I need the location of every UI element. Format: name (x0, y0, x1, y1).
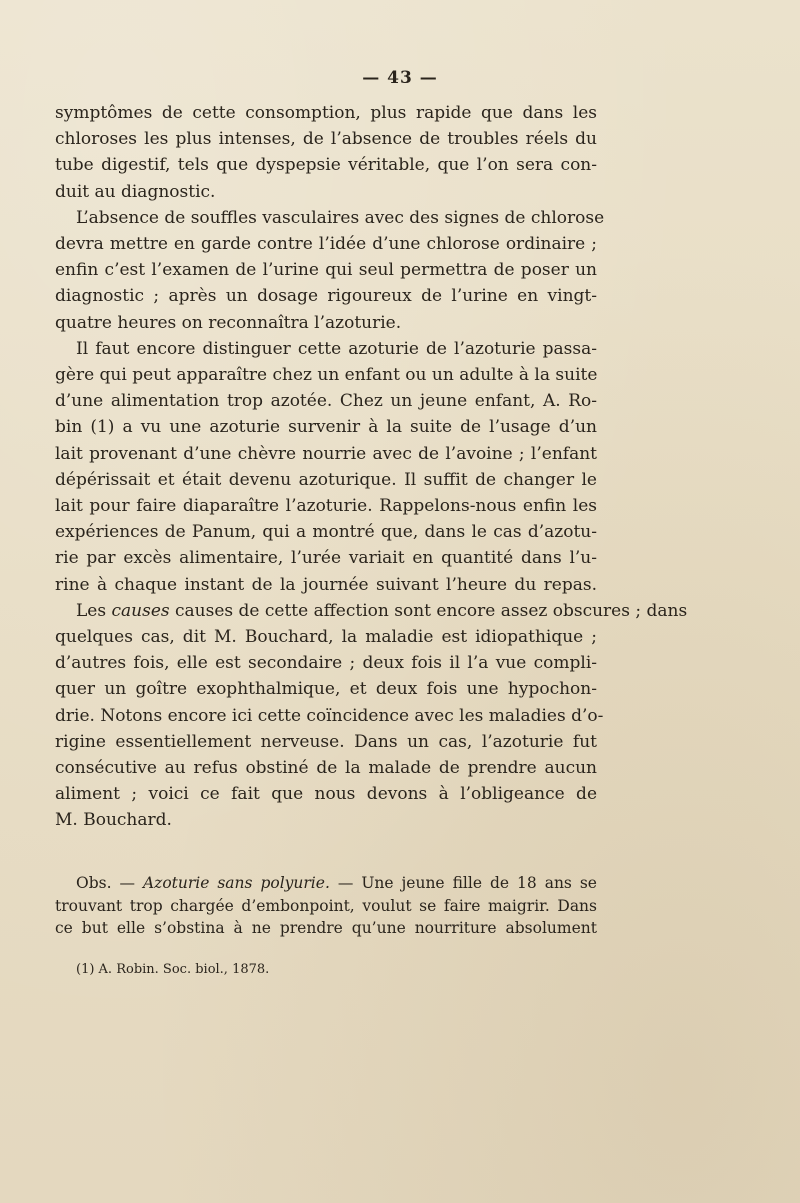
observation-text: Une jeune fille de 18 ans se (361, 874, 597, 892)
causes-word: causes (111, 600, 170, 621)
body-line: M. Bouchard. (55, 810, 172, 831)
body-line: consécutive au refus obstiné de la malade de prendre aucun (55, 758, 597, 779)
body-line: quer un goître exophthalmique, et deux fois une hypochon- (55, 679, 597, 700)
body-line: quatre heures on reconnaîtra l’azoturie. (55, 312, 402, 333)
body-line: enfin c’est l’examen de l’urine qui seul permettra de poser un (55, 260, 597, 281)
body-line: gère qui peut apparaître chez un enfant ou un adulte à la suite (55, 365, 598, 386)
paragraph-start: Il faut encore distinguer cette azoturie de l’azoturie passa- (76, 338, 597, 359)
observation-title: Azoturie sans polyurie. (142, 874, 330, 892)
observation-dash: — (337, 874, 354, 892)
paragraph-start: L’absence de souffles vasculaires avec des signes de chlorose (76, 207, 605, 228)
observation-line: ce but elle s’obstina à ne prendre qu’une nourriture absolument (55, 919, 597, 937)
body-text (55, 100, 688, 834)
body-line: d’autres fois, elle est secondaire ; deux fois il l’a vue compli- (55, 653, 597, 674)
body-line: lait provenant d’une chèvre nourrie avec de l’avoine ; l’enfant (55, 443, 597, 464)
observation-label: Obs. — (76, 874, 135, 892)
observation-first-line (55, 872, 597, 895)
page-number: — 43 — (362, 68, 438, 88)
causes-lead: Les (76, 600, 107, 621)
body-line: tube digestif, tels que dyspepsie véritable, que l’on sera con- (55, 155, 597, 176)
body-line: rie par excès alimentaire, l’urée variait en quantité dans l’u- (55, 548, 597, 569)
paragraph-start (55, 598, 688, 624)
body-line: d’une alimentation trop azotée. Chez un jeune enfant, A. Ro- (55, 391, 597, 412)
body-line: dépérissait et était devenu azoturique. Il suffit de changer le (55, 469, 597, 490)
observation-line: trouvant trop chargée d’embonpoint, voulut se faire maigrir. Dans (55, 896, 597, 915)
body-line: expériences de Panum, qui a montré que, dans le cas d’azotu- (55, 522, 597, 543)
body-line: rigine essentiellement nerveuse. Dans un cas, l’azoturie fut (55, 731, 597, 752)
body-line: aliment ; voici ce fait que nous devons à l’obligeance de (55, 784, 597, 805)
footnote: (1) A. Robin. Soc. biol., 1878. (76, 962, 270, 977)
body-line: lait pour faire diaparaître l’azoturie. Rappelons-nous enfin les (55, 496, 597, 517)
observation-block (55, 872, 597, 940)
body-line-fragment: causes de cette affection sont encore assez obscures ; dans (175, 600, 688, 621)
body-line: bin (1) a vu une azoturie survenir à la suite de l’usage d’un (55, 417, 597, 438)
body-line: diagnostic ; après un dosage rigoureux de l’urine en vingt- (55, 286, 597, 307)
body-line: duit au diagnostic. (55, 181, 216, 202)
body-line: symptômes de cette consomption, plus rapide que dans les (55, 103, 597, 123)
body-line: chloroses les plus intenses, de l’absence de troubles réels du (55, 129, 597, 150)
body-line: rine à chaque instant de la journée suivant l’heure du repas. (55, 574, 597, 595)
body-line: devra mettre en garde contre l’idée d’une chlorose ordinaire ; (55, 234, 597, 255)
body-line: quelques cas, dit M. Bouchard, la maladie est idiopathique ; (55, 627, 597, 648)
body-line: drie. Notons encore ici cette coïncidence avec les maladies d’o- (55, 705, 604, 726)
